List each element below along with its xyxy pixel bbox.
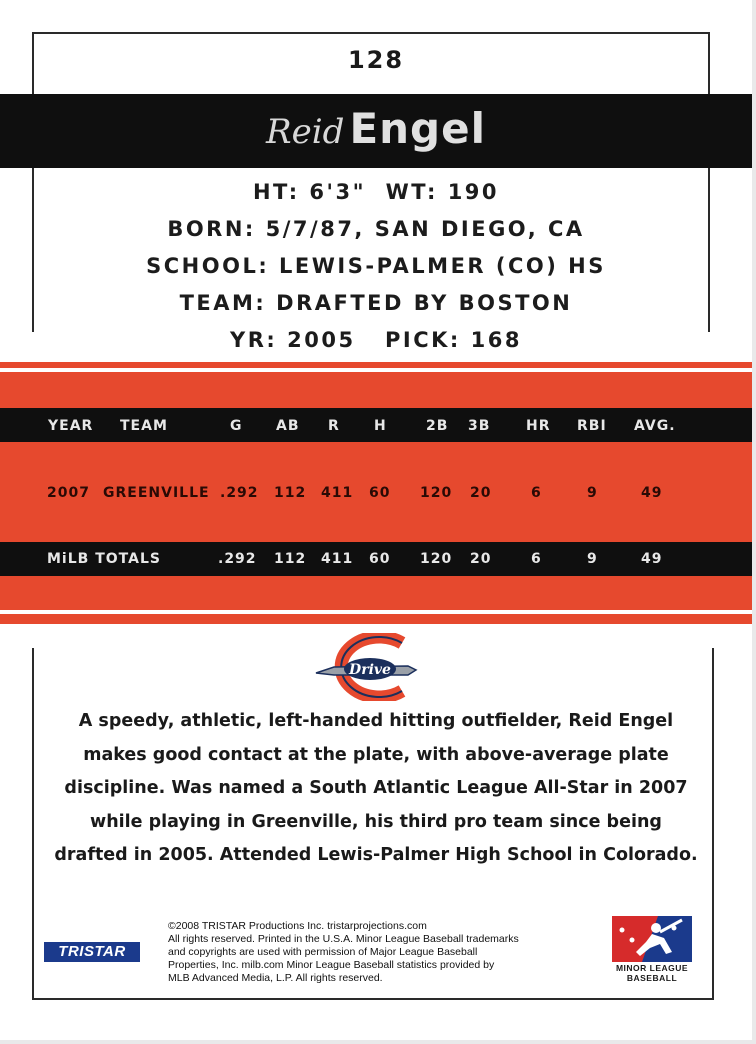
cell-2b: 120 bbox=[420, 485, 453, 501]
milb-line-1: MINOR LEAGUE bbox=[615, 963, 689, 973]
description-line-5: drafted in 2005. Attended Lewis-Palmer High School in Colorado. bbox=[54, 845, 698, 865]
cell-3b: 20 bbox=[470, 485, 492, 501]
player-last-name: Engel bbox=[349, 104, 486, 153]
copyright-notice bbox=[168, 920, 519, 985]
totals-label: MiLB TOTALS bbox=[47, 551, 161, 567]
header-r: R bbox=[328, 418, 340, 434]
totals-hr: 6 bbox=[531, 551, 542, 567]
copyright-line: MLB Advanced Media, L.P. All rights reserved. bbox=[168, 972, 383, 984]
logo-text: Drive bbox=[349, 662, 391, 678]
greenville-drive-logo-icon bbox=[310, 633, 422, 701]
header-hr: HR bbox=[526, 418, 551, 434]
bio-team: TEAM: DRAFTED BY BOSTON bbox=[179, 291, 573, 315]
totals-2b: 120 bbox=[420, 551, 453, 567]
milb-line-2: BASEBALL bbox=[626, 973, 678, 983]
copyright-line: and copyrights are used with permission of Major League Baseball bbox=[168, 946, 478, 958]
cell-rbi: 9 bbox=[587, 485, 598, 501]
totals-avg: 49 bbox=[641, 551, 663, 567]
totals-g: .292 bbox=[218, 551, 257, 567]
totals-rbi: 9 bbox=[587, 551, 598, 567]
cell-year: 2007 bbox=[47, 485, 90, 501]
description-line-2: makes good contact at the plate, with above-average plate bbox=[83, 745, 669, 765]
bio-born: BORN: 5/7/87, SAN DIEGO, CA bbox=[167, 217, 585, 241]
description-line-1: A speedy, athletic, left-handed hitting outfielder, Reid Engel bbox=[78, 711, 674, 731]
bio-school: SCHOOL: LEWIS-PALMER (CO) HS bbox=[146, 254, 606, 278]
cell-g: .292 bbox=[220, 485, 259, 501]
milb-wordmark bbox=[596, 963, 708, 983]
header-2b: 2B bbox=[426, 418, 449, 434]
bio-draft: YR: 2005 PICK: 168 bbox=[230, 328, 522, 352]
player-first-name: Reid bbox=[266, 112, 345, 152]
tristar-logo: TRISTAR bbox=[44, 942, 140, 962]
header-g: G bbox=[230, 418, 243, 434]
card-number: 128 bbox=[347, 46, 405, 74]
cell-ab: 112 bbox=[274, 485, 307, 501]
player-name bbox=[0, 104, 752, 153]
copyright-line: All rights reserved. Printed in the U.S.A. Minor League Baseball trademarks bbox=[168, 933, 519, 945]
totals-r: 411 bbox=[321, 551, 354, 567]
description-line-3: discipline. Was named a South Atlantic League All-Star in 2007 bbox=[64, 778, 688, 798]
header-avg: AVG. bbox=[634, 418, 676, 434]
cell-hr: 6 bbox=[531, 485, 542, 501]
stats-band-stripe-top bbox=[0, 368, 752, 372]
totals-3b: 20 bbox=[470, 551, 492, 567]
copyright-line: Properties, Inc. milb.com Minor League Baseball statistics provided by bbox=[168, 959, 495, 971]
header-rbi: RBI bbox=[577, 418, 607, 434]
description-line-4: while playing in Greenville, his third pro team since being bbox=[90, 812, 662, 832]
totals-ab: 112 bbox=[274, 551, 307, 567]
header-h: H bbox=[374, 418, 387, 434]
stats-band-stripe-bottom bbox=[0, 610, 752, 614]
copyright-line: ©2008 TRISTAR Productions Inc. tristarprojections.com bbox=[168, 920, 427, 932]
bio-height-weight: HT: 6'3" WT: 190 bbox=[252, 180, 500, 204]
totals-h: 60 bbox=[369, 551, 391, 567]
cell-avg: 49 bbox=[641, 485, 663, 501]
header-year: YEAR bbox=[48, 418, 94, 434]
cell-r: 411 bbox=[321, 485, 354, 501]
header-ab: AB bbox=[276, 418, 300, 434]
header-3b: 3B bbox=[468, 418, 491, 434]
cell-h: 60 bbox=[369, 485, 391, 501]
header-team: TEAM bbox=[120, 418, 168, 434]
cell-team: GREENVILLE bbox=[103, 485, 210, 501]
